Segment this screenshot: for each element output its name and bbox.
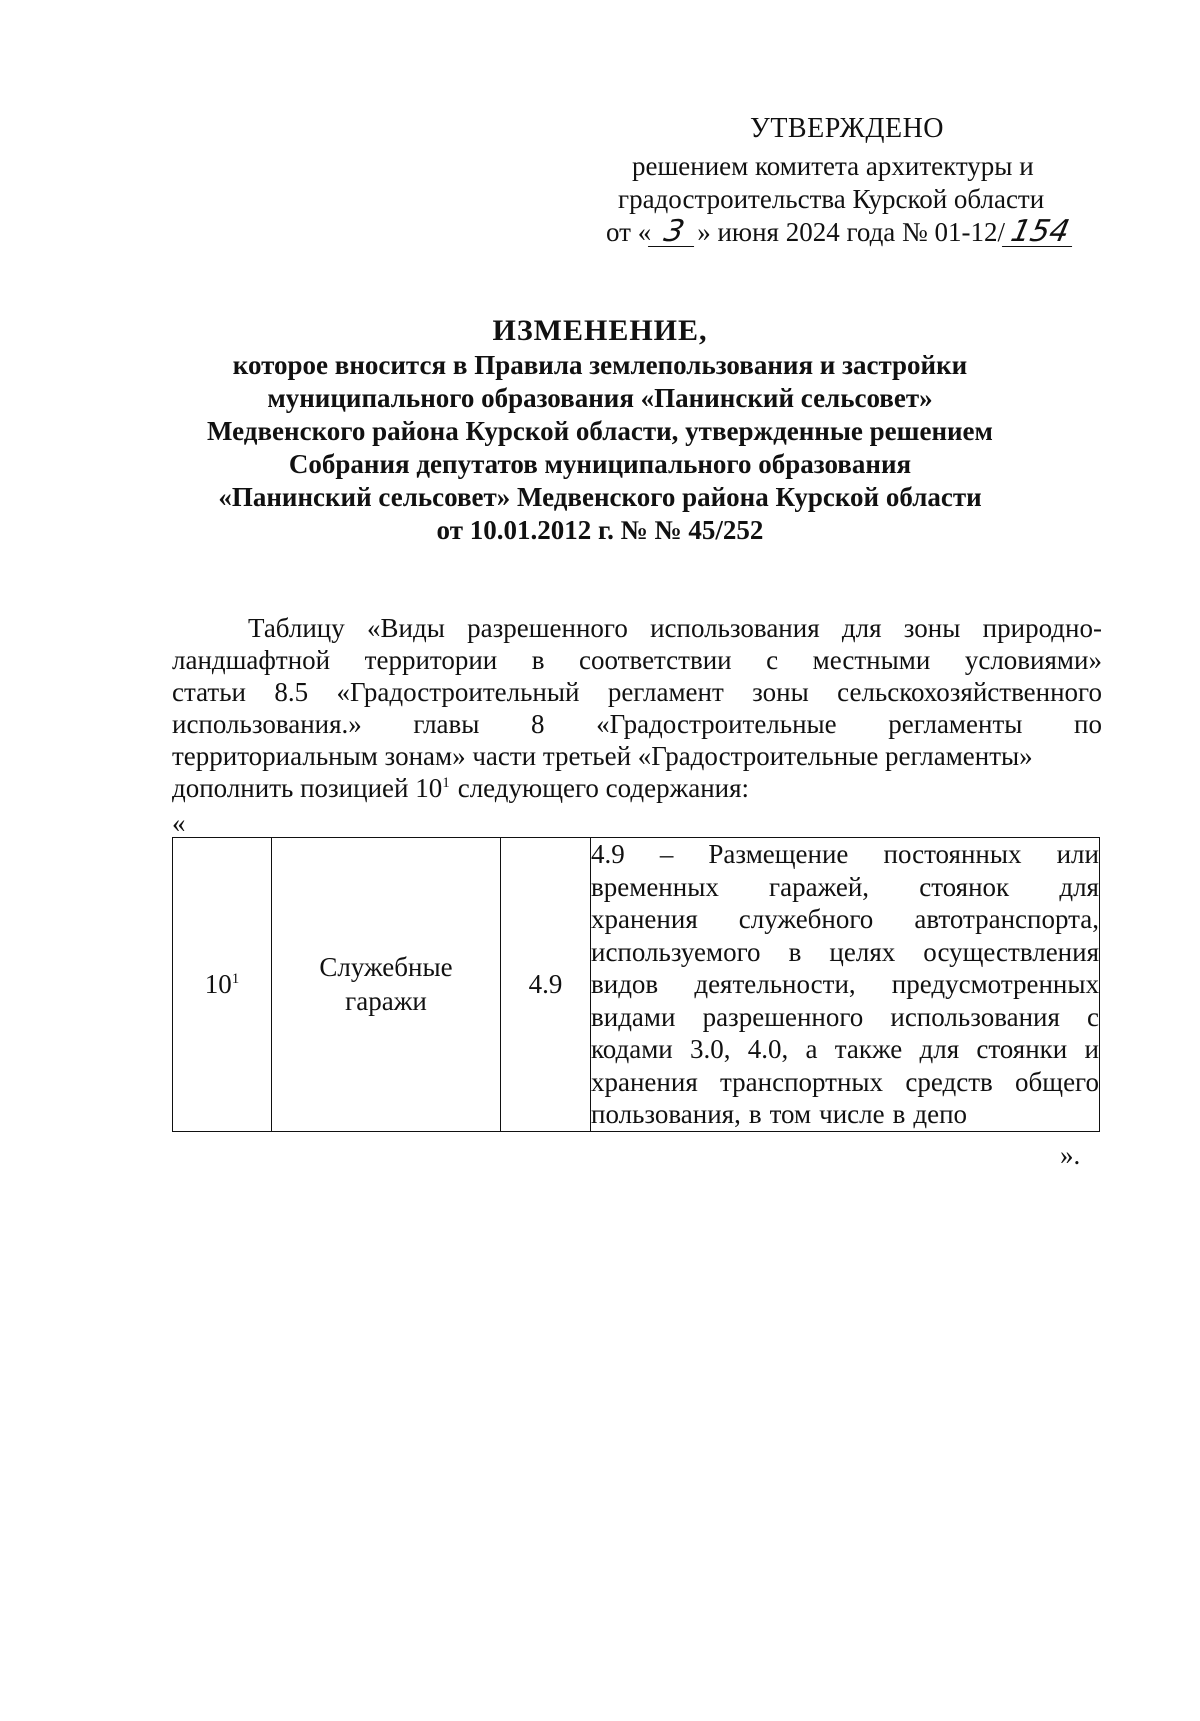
- word: местными: [812, 645, 931, 675]
- word: видов: [591, 969, 659, 999]
- word: и: [1084, 1034, 1099, 1064]
- word: Таблицу: [248, 613, 345, 643]
- title-line-2: муниципального образования «Панинский сельсовет»: [267, 383, 933, 413]
- body-line-1: [172, 612, 1102, 644]
- body-line-3: [172, 676, 1102, 708]
- word: природно-: [982, 613, 1102, 643]
- title-line-6: от 10.01.2012 г. № № 45/252: [436, 515, 764, 545]
- description-line: [591, 903, 1099, 936]
- handwritten-doc-number: 154: [1002, 218, 1078, 247]
- body-line-6-text: дополнить позицией 10: [172, 773, 443, 803]
- description-line: [591, 968, 1099, 1001]
- word: «Виды: [367, 613, 445, 643]
- word: 8: [531, 709, 545, 739]
- word: автотранспорта,: [914, 904, 1099, 934]
- word: разрешенного: [702, 1001, 864, 1032]
- word: временных: [591, 871, 719, 902]
- description-line: [591, 936, 1099, 969]
- word: в: [892, 1099, 906, 1129]
- word: территории: [364, 645, 498, 675]
- word: общего: [1015, 1066, 1099, 1097]
- title-line-1: которое вносится в Правила землепользования и застройки: [232, 350, 968, 380]
- word: ландшафтной: [172, 645, 331, 675]
- word: 4.9: [591, 839, 625, 869]
- word: постоянных: [883, 839, 1022, 869]
- word: Размещение: [708, 839, 849, 869]
- word: используемого: [591, 936, 761, 967]
- approval-date-middle: » июня 2024 года № 01-12/: [697, 217, 1006, 247]
- word: главы: [413, 709, 480, 739]
- word: стоянок: [919, 871, 1010, 902]
- word: осуществления: [923, 936, 1099, 967]
- word: с: [766, 645, 779, 675]
- description-line: [591, 1033, 1099, 1066]
- word: использования: [650, 613, 820, 643]
- word: с: [1086, 1001, 1099, 1032]
- word: хранения: [591, 904, 698, 934]
- body-line-6: [172, 772, 1102, 804]
- title-line-3: Медвенского района Курской области, утвержденные решением: [207, 416, 993, 446]
- handwritten-day: 3: [648, 218, 700, 247]
- title-line-5: «Панинский сельсовет» Медвенского района Курской области: [218, 482, 982, 512]
- word: гаражей,: [769, 871, 870, 902]
- regulation-table: [172, 837, 1100, 1132]
- change-title-block: [150, 314, 1050, 547]
- word: по: [1074, 709, 1102, 739]
- word: деятельности,: [694, 969, 856, 999]
- word: в: [788, 936, 802, 967]
- word: стоянки: [976, 1034, 1068, 1064]
- word: целях: [829, 936, 896, 967]
- description-line: [591, 871, 1099, 904]
- word: 4.0,: [747, 1034, 789, 1064]
- use-name-line-1: Служебные: [319, 952, 453, 983]
- description-line: [591, 1098, 1099, 1131]
- word: для: [1059, 871, 1099, 902]
- word: в: [748, 1099, 762, 1129]
- word: также: [834, 1034, 903, 1064]
- use-name-line-2: гаражи: [345, 986, 427, 1017]
- approval-line-1: решением комитета архитектуры и: [632, 151, 1034, 181]
- word: в: [531, 645, 545, 675]
- word: кодами: [591, 1034, 673, 1064]
- word: хранения: [591, 1066, 698, 1097]
- word: регламенты: [888, 709, 1023, 739]
- cell-use-name: [272, 838, 501, 1132]
- word: статьи: [172, 677, 246, 707]
- cell-use-code: 4.9: [501, 838, 591, 1132]
- body-line-4: [172, 708, 1102, 740]
- word: зоны: [752, 677, 809, 707]
- position-number: 10: [204, 968, 232, 999]
- position-number-superscript: 1: [231, 970, 240, 987]
- approval-line-2: градостроительства Курской области: [618, 184, 1045, 214]
- approval-title: УТВЕРЖДЕНО: [750, 113, 945, 144]
- word: условиями»: [964, 645, 1102, 675]
- word: зоны: [903, 613, 961, 643]
- description-line: [591, 1066, 1099, 1099]
- document-title: ИЗМЕНЕНИЕ,: [492, 314, 708, 347]
- opening-quote: «: [172, 808, 186, 838]
- body-paragraph: [172, 612, 1102, 804]
- word: регламент: [607, 677, 724, 707]
- word: видами: [591, 1001, 676, 1032]
- word: использования.»: [172, 709, 362, 739]
- word: а: [805, 1034, 818, 1064]
- description-line: [591, 838, 1099, 871]
- word: числе: [819, 1099, 885, 1129]
- superscript: 1: [442, 775, 450, 791]
- cell-position-number: [173, 838, 272, 1132]
- word: средств: [905, 1066, 993, 1097]
- approval-date-prefix: от «: [606, 217, 652, 247]
- description-line: [591, 1001, 1099, 1034]
- word: 3.0,: [689, 1034, 731, 1064]
- cell-use-description: [591, 838, 1100, 1132]
- word: соответствии: [579, 645, 732, 675]
- word: том: [769, 1099, 812, 1129]
- closing-quote: ».: [1060, 1140, 1081, 1170]
- word: для: [919, 1034, 960, 1064]
- word: сельскохозяйственного: [837, 677, 1102, 707]
- word: «Градостроительный: [336, 677, 580, 707]
- word: «Градостроительные: [596, 709, 837, 739]
- body-line-6-tail: следующего содержания:: [457, 773, 750, 803]
- body-line-2: [172, 644, 1102, 676]
- word: служебного: [738, 904, 874, 934]
- word: или: [1056, 839, 1099, 869]
- body-line-5: территориальным зонам» части третьей «Градостроительные регламенты»: [172, 741, 1033, 771]
- word: разрешенного: [467, 613, 628, 643]
- table-row: [173, 838, 1100, 1132]
- word: использования: [890, 1001, 1060, 1032]
- title-line-4: Собрания депутатов муниципального образования: [288, 449, 912, 479]
- word: предусмотренных: [891, 969, 1099, 999]
- word: 8.5: [274, 677, 309, 707]
- word: для: [841, 613, 882, 643]
- approval-date-line: [606, 216, 1075, 249]
- word: пользования,: [591, 1099, 741, 1129]
- word: –: [659, 839, 674, 869]
- word: депо: [913, 1099, 968, 1129]
- word: транспортных: [720, 1066, 884, 1097]
